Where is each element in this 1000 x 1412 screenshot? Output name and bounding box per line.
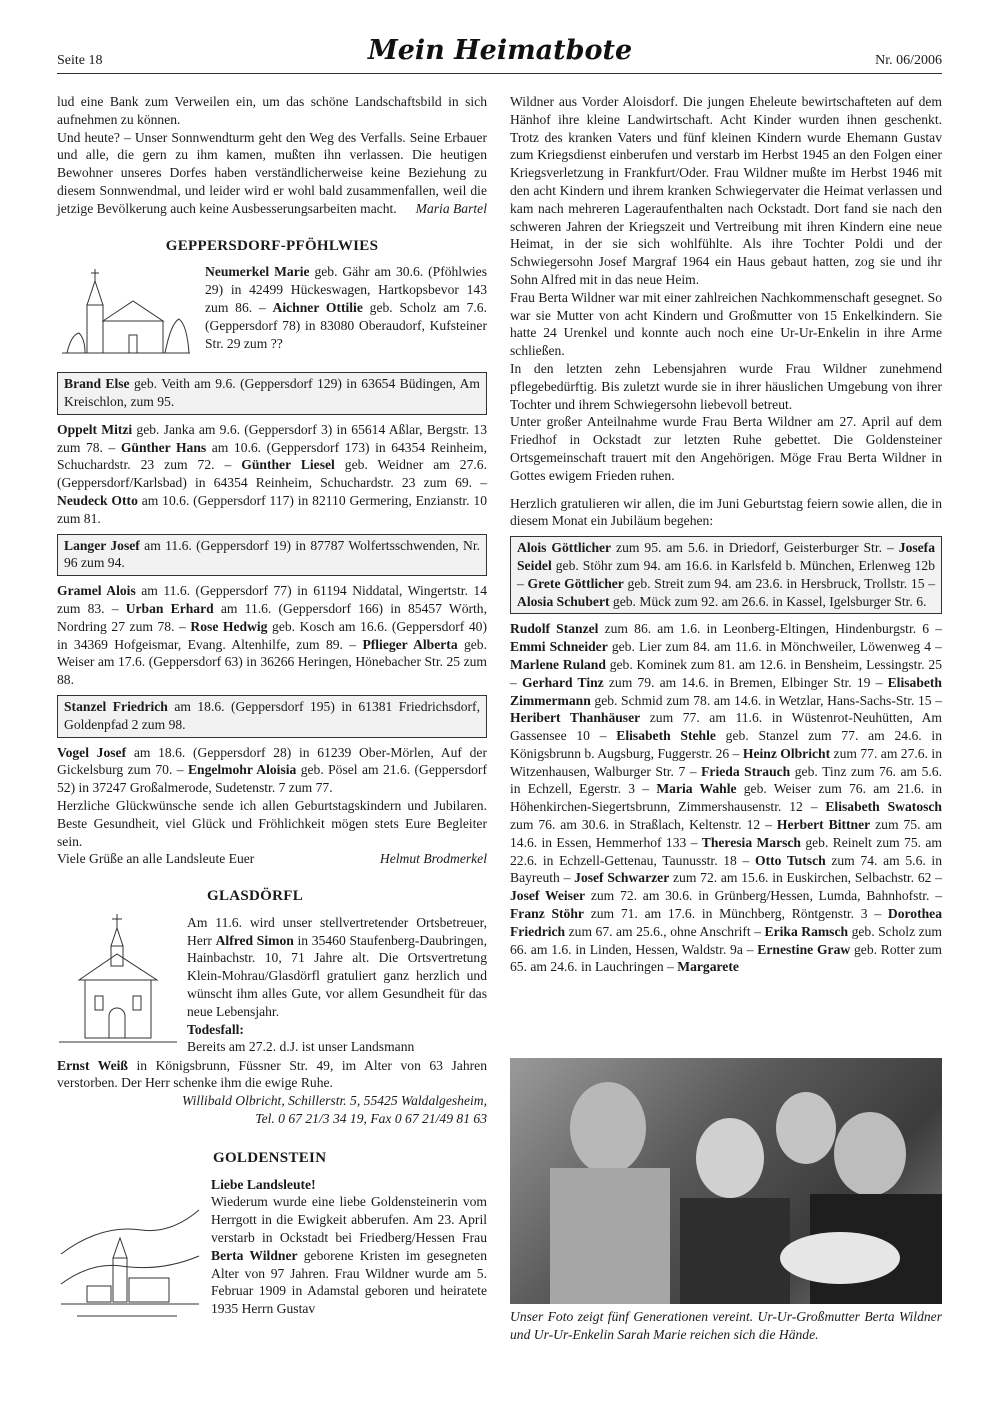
birthday-intro: Herzlich gratulieren wir allen, die im Juni Geburtstag feiern sowie allen, die in diesem Monat ein Jubiläum begehen: bbox=[510, 495, 942, 529]
wildner-paragraph-3: In den letzten zehn Lebensjahren wurde Frau Wildner zunehmend pflegebedürftig. Bis zuletzt wurde sie in ihrer häuslichen Umgebung von ihrer Tochter und ihrem Schwiegersohn liebevoll betreut. bbox=[510, 360, 942, 412]
entry-alfred-simon: Am 11.6. wird unser stellvertretender Ortsbetreuer, Herr Alfred Simon in 35460 Staufenberg-Daubringen, Hainbachstr. 10, 71 Jahre alt. Die Ortsvertretung Klein-Mohrau/Glasdörfl gratuliert ganz herzlich und wünscht ihm alles Gute, vor allem Gesundheit für das neue Lebensjahr. bbox=[187, 914, 487, 1019]
glasdoerfl-signature-1: Willibald Olbricht, Schillerstr. 5, 55425 Waldalgesheim, bbox=[182, 1093, 487, 1109]
heading-goldenstein: GOLDENSTEIN bbox=[213, 1149, 327, 1166]
page-number: Seite 18 bbox=[57, 53, 103, 68]
entries-gramel: Gramel Alois am 11.6. (Geppersdorf 77) in 61194 Niddatal, Wingertstr. 14 zum 83. – Urban Erhard am 11.6. (Geppersdorf 166) in 85457 Wörth, Nordring 27 zum 78. – Rose Hedwig geb. Kosch am 16.6. (Geppersdorf 40) in 34369 Hofgeismar, Evang. Altenhilfe, zum 89. – Pflieger Alberta geb. Weiser am 17.6. (Geppersdorf 63) in 36266 Heringen, Hönebacher Str. 25 zum 88. bbox=[57, 583, 488, 688]
death-notice-text: Ernst Weiß in Königsbrunn, Füssner Str. 49, im Alter von 63 Jahren verstorben. Der Herr schenke ihm die ewige Ruhe. bbox=[57, 1057, 487, 1091]
photo-caption: Unser Foto zeigt fünf Generationen vereint. Ur-Ur-Großmutter Berta Wildner und Ur-Ur-Enkelin Sarah Marie reichen sich die Hände. bbox=[510, 1309, 942, 1342]
issue-number: Nr. 06/2006 bbox=[875, 53, 942, 68]
glasdoerfl-signature-2: Tel. 0 67 21/3 34 19, Fax 0 67 21/49 81 63 bbox=[255, 1111, 487, 1127]
wildner-paragraph-2: Frau Berta Wildner war mit einer zahlreichen Nachkommenschaft gesegnet. So war sie Mutter von acht Kindern und Großmutter von 15 Enkelkindern. Sie hatte 24 Urenkel und konnte auch noch eine Ur-Ur-Enkelin in ihre Arme schließen. bbox=[510, 289, 942, 359]
masthead-text: Mein Heimatbote bbox=[367, 35, 633, 66]
family-photo bbox=[510, 1058, 942, 1304]
intro-paragraph-2: Und heute? – Unser Sonnwendturm geht den Weg des Verfalls. Seine Erbauer und alle, die gern zu ihm kamen, mußten ihn verlassen. Die heutigen Bewohner unseres Dorfes haben verständlicherweise keine Beziehung zu diesem Sonnwendmal, und leider wird er wohl bald zusammenfallen, weil die jetzige Bevölkerung auch keine Ausbesserungsarbeiten macht. Maria Bartel bbox=[57, 129, 487, 216]
village-illustration-goldenstein bbox=[57, 1176, 203, 1331]
death-notice-intro: Bereits am 27.2. d.J. ist unser Landsmann bbox=[187, 1039, 415, 1055]
highlight-box-brand: Brand Else geb. Veith am 9.6. (Geppersdorf 129) in 63654 Büdingen, Am Kreischlon, zum 95. bbox=[57, 372, 487, 415]
entries-oppelt: Oppelt Mitzi geb. Janka am 9.6. (Geppersdorf 3) in 65614 Aßlar, Bergstr. 13 zum 78. – Günther Hans am 10.6. (Geppersdorf 173) in 64354 Reinheim, Schuchardstr. 23 zum 72. – Günther Liesel geb. Weidner am 27.6. (Geppersdorf/Karlsbad) in 64354 Reinheim, Schuchardstr. 23 zum 69. – Neudeck Otto am 10.6. (Geppersdorf 117) in 82110 Germering, Enzianstr. 10 zum 81. bbox=[57, 421, 488, 526]
goldenstein-text: Wiederum wurde eine liebe Goldensteinerin vom Herrgott in die Ewigkeit abberufen. Am 23. April verstarb in Ockstadt bei Friedberg/Hessen Frau Berta Wildner geborene Kristen im gesegneten Alter von 97 Jahren. Frau Wildner wurde am 5. Februar 1909 in Adamstal geboren und heiratete 1935 Herrn Gustav bbox=[211, 1194, 487, 1317]
highlight-box-stanzel: Stanzel Friedrich am 18.6. (Geppersdorf 195) in 61381 Friedrichsdorf, Goldenpfad 2 zum 98. bbox=[57, 695, 487, 738]
masthead-logo bbox=[367, 26, 633, 70]
heading-glasdoerfl: GLASDÖRFL bbox=[207, 888, 304, 905]
left-column bbox=[57, 93, 487, 1330]
wildner-paragraph-4: Unter großer Anteilnahme wurde Frau Berta Wildner am 27. April auf dem Friedhof in Ockstadt zur letzten Ruhe gebettet. Die Goldensteiner Ortsgemeinschaft trauert mit den Angehörigen. Möge Frau Berta Wildner in Gottes ewigem Frieden ruhen. bbox=[510, 414, 942, 483]
right-column bbox=[510, 93, 942, 976]
goldenstein-greeting: Liebe Landsleute! bbox=[211, 1176, 316, 1192]
entry-neumerkel: Neumerkel Marie geb. Gähr am 30.6. (Pföhlwies 29) in 42499 Hückeswagen, Hartkopsbevor 143 zum 86. – Aichner Ottilie geb. Scholz am 7.6. (Geppersdorf 78) in 83080 Oberaudorf, Kufsteiner Str. 29 zum ?? bbox=[205, 264, 488, 351]
death-notice-heading: Todesfall: bbox=[187, 1021, 244, 1037]
birthday-list: Rudolf Stanzel zum 86. am 1.6. in Leonberg-Eltingen, Hindenburgstr. 6 – Emmi Schneider geb. Lier zum 84. am 11.6. in Mönchweiler, Löwenweg 4 – Marlene Ruland geb. Kominek zum 81. am 12.6. in Bensheim, Lessingstr. 25 – Gerhard Tinz zum 79. am 14.6. in Bremen, Elbinger Str. 19 – Elisabeth Zimmermann geb. Schmid zum 78. am 14.6. in Wetzlar, Hans-Sachs-Str. 15 – Heribert Thanhäuser zum 77. am 11.6. in Wüstenrot-Neuhütten, Am Gassensee 10 – Elisabeth Stehle geb. Stanzel zum 77. am 24.6. in Königsbrunn b. Augsburg, Fuggerstr. 26 – Heinz Olbricht zum 77. am 27.6. in Witzenhausen, Walburger Str. 7 – Frieda Strauch geb. Tinz zum 76. am 5.6. in Echzell, Egerstr. 3 – Maria Wahle geb. Weiser zum 76. am 21.6. in Höhenkirchen-Siegertsbrunn, Zimmershausenstr. 12 – Elisabeth Swatosch zum 76. am 30.6. in Straßlach, Keltenstr. 12 – Herbert Bittner zum 75. am 14.6. in Essen, Hemmerhof 133 – Theresia Marsch geb. Reinelt zum 75. am 22.6. in Echzell-Gettenau, Taunusstr. 18 – Otto Tutsch zum 74. am 5.6. in Bayreuth – Josef Schwarzer zum 72. am 15.6. in Euskirchen, Selbachstr. 62 – Josef Weiser zum 72. am 30.6. in Grünberg/Hessen, Lumda, Bahnhofstr. – Franz Stöhr zum 71. am 17.6. in Münchberg, Röntgenstr. 3 – Dorothea Friedrich zum 67. am 25.6., ohne Anschrift – Erika Ramsch geb. Scholz zum 66. am 1.6. in Linden, Hessen, Waldstr. 9a – Ernestine Graw geb. Rotter zum 65. am 24.6. in Lauchringen – Margarete bbox=[510, 621, 943, 975]
closing-wishes: Herzliche Glückwünsche sende ich allen Geburtstagskindern und Jubilaren. Beste Gesundheit, viel Glück und Fröhlichkeit mögen stets Eure Begleiter sein. bbox=[57, 797, 487, 849]
intro-paragraph-1: lud eine Bank zum Verweilen ein, um das schöne Landschaftsbild in sich aufnehmen zu können. bbox=[57, 94, 487, 127]
chapel-illustration-glasdoerfl bbox=[57, 914, 179, 1057]
highlight-box-goettlicher: Alois Göttlicher zum 95. am 5.6. in Driedorf, Geisterburger Str. – Josefa Seidel geb. Stöhr zum 94. am 16.6. in Karlsfeld b. München, Erlenweg 12b – Grete Göttlicher geb. Streit zum 94. am 23.6. in Hersbruck, Trollstr. 15 – Alosia Schubert geb. Mück zum 92. am 26.6. in Kassel, Igelsburger Str. 6. bbox=[510, 536, 942, 614]
church-illustration-geppersdorf bbox=[57, 263, 195, 368]
header-rule bbox=[57, 73, 942, 74]
closing-greeting: Viele Grüße an alle Landsleute Euer Helmut Brodmerkel bbox=[57, 851, 487, 867]
heading-geppersdorf: GEPPERSDORF-PFÖHLWIES bbox=[165, 237, 379, 254]
highlight-box-langer: Langer Josef am 11.6. (Geppersdorf 19) in 87787 Wolfertsschwenden, Nr. 96 zum 94. bbox=[57, 534, 487, 577]
intro-signature: Maria Bartel bbox=[415, 200, 487, 216]
wildner-paragraph-1: Wildner aus Vorder Aloisdorf. Die jungen Eheleute bewirtschafteten auf dem Hänhof ihre kleine Landwirtschaft. Acht Kinder wurden ihnen geschenkt. Trotz des kranken Vaters und fünf kleinen Kindern wurde Ehemann Gustav zum Kriegsdienst einberufen und verstarb im Herbst 1945 an den Folgen einer Kriegsverletzung in Frankfurt/Oder. Frau Wildner mußte im Herbst 1946 mit den acht Kindern und ihrem kranken Schwiegervater die Heimat verlassen und kam nach mehreren Lageraufenthalten nach Ockstadt. Dort fand sie nach den schweren Jahren der Kriegszeit und Vertreibung mit ihren Kindern eine neue Heimat, in der sie sich wohlfühlte. Als ihre Tochter Poldi und der Schwiegersohn Josef Margraf 1964 ein Haus gebaut hatten, zog sie und ihr Sohn Alfred mit in das neue Heim. bbox=[510, 94, 942, 287]
entries-vogel: Vogel Josef am 18.6. (Geppersdorf 28) in 61239 Ober-Mörlen, Auf der Gickelsburg zum 70. – Engelmohr Aloisia geb. Pösel am 21.6. (Geppersdorf 52) in 37247 Großalmerode, Sudetenstr. 7 zum 77. bbox=[57, 744, 487, 796]
